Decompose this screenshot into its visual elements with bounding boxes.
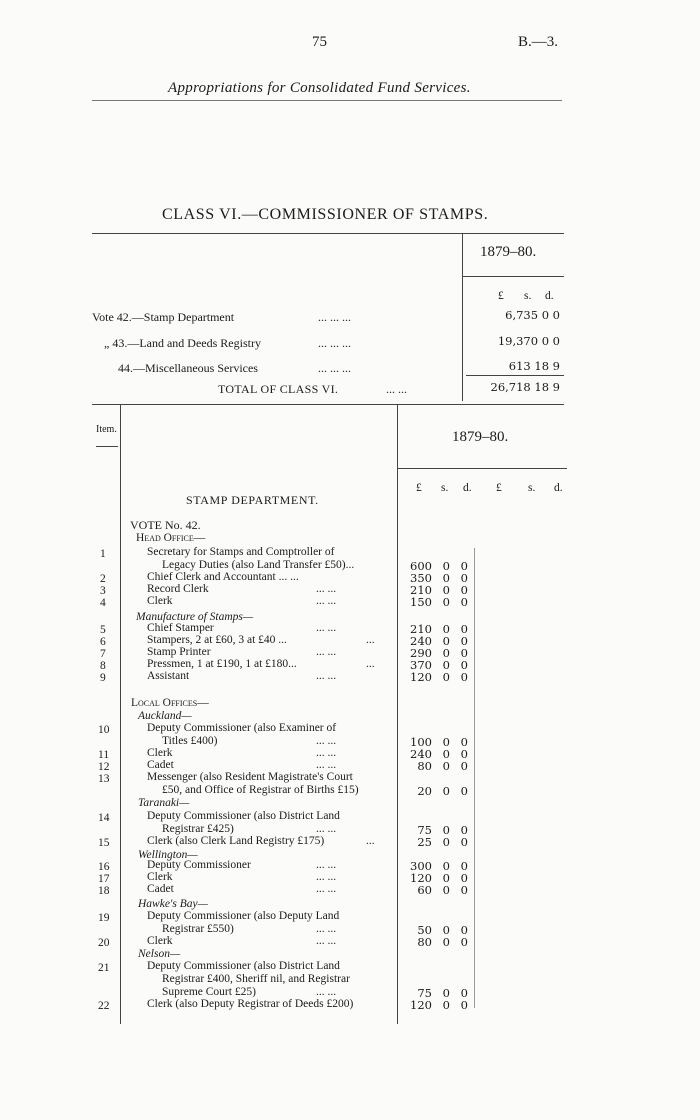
item-leaders: ... ... [316, 823, 337, 835]
item-number: 3 [100, 585, 106, 597]
item-leaders: ... [366, 658, 375, 670]
item-leaders: ... ... [316, 622, 337, 634]
item-number: 22 [98, 1000, 110, 1012]
item-description-continued: Titles £400) [162, 735, 218, 747]
item-description-continued: Supreme Court £25) [162, 986, 256, 998]
item-amount-pence: 0 [460, 998, 468, 1012]
item-amount-pounds: 100 [410, 735, 432, 749]
item-amount-pounds: 240 [410, 747, 432, 761]
item-number: 21 [98, 962, 110, 974]
item-amount-pence: 0 [460, 784, 468, 798]
local-offices-heading: Local Offices— [131, 697, 209, 709]
item-number: 14 [98, 812, 110, 824]
item-number: 2 [100, 573, 106, 585]
item-description: Clerk [147, 935, 173, 947]
amount-column-rule [474, 548, 475, 1008]
item-leaders: ... ... [316, 595, 337, 607]
item-header-rule [96, 446, 118, 447]
vote-43-label: „ 43.—Land and Deeds Registry [104, 336, 261, 350]
item-description: Secretary for Stamps and Comptroller of [147, 546, 335, 558]
total-amount: 26,718 18 9 [490, 380, 560, 394]
vote-44-amount: 613 18 9 [508, 359, 560, 373]
item-description: Cadet [147, 759, 174, 771]
item-amount-pence: 0 [460, 747, 468, 761]
item-number: 10 [98, 724, 110, 736]
item-amount-shillings: 0 [442, 646, 450, 660]
item-amount-shillings: 0 [442, 670, 450, 684]
item-leaders: ... ... [316, 747, 337, 759]
item-amount-shillings: 0 [442, 759, 450, 773]
item-amount-pence: 0 [460, 735, 468, 749]
item-amount-pence: 0 [460, 935, 468, 949]
item-leaders: ... ... [316, 735, 337, 747]
item-number: 18 [98, 885, 110, 897]
vote-43-leaders: ... ... ... [318, 336, 351, 350]
item-description: Clerk (also Deputy Registrar of Deeds £200) [147, 998, 354, 1010]
item-leaders: ... ... [316, 883, 337, 895]
item-amount-pence: 0 [460, 670, 468, 684]
item-amount-shillings: 0 [442, 583, 450, 597]
vote-42-amount: 6,735 0 0 [505, 308, 560, 322]
item-amount-shillings: 0 [442, 859, 450, 873]
item-amount-shillings: 0 [442, 658, 450, 672]
item-leaders: ... ... [316, 670, 337, 682]
taranaki-heading: Taranaki— [138, 797, 190, 809]
vote-heading: VOTE No. 42. [130, 518, 201, 532]
col2-pound-header: £ [496, 482, 502, 494]
item-description-continued: Registrar £550) [162, 923, 234, 935]
col1-pound-header: £ [416, 482, 422, 494]
item-description: Deputy Commissioner (also Examiner of [147, 722, 337, 734]
document-reference: B.—3. [518, 34, 559, 50]
item-number: 9 [100, 672, 106, 684]
summary-pence-header: d. [545, 290, 554, 302]
item-amount-pence: 0 [460, 835, 468, 849]
item-column-header: Item. [96, 424, 117, 435]
total-leaders: ... ... [386, 382, 407, 396]
summary-pound-header: £ [498, 290, 504, 302]
item-number: 11 [98, 749, 110, 761]
item-amount-shillings: 0 [442, 784, 450, 798]
manufacture-heading: Manufacture of Stamps— [136, 611, 254, 623]
item-amount-pence: 0 [460, 658, 468, 672]
item-number: 17 [98, 873, 110, 885]
department-heading: STAMP DEPARTMENT. [186, 493, 319, 507]
item-description: Deputy Commissioner (also District Land [147, 960, 340, 972]
item-amount-shillings: 0 [442, 571, 450, 585]
item-amount-pence: 0 [460, 622, 468, 636]
item-amount-shillings: 0 [442, 559, 450, 573]
item-description: Clerk [147, 747, 173, 759]
item-amount-pounds: 290 [410, 646, 432, 660]
summary-bottom-rule [92, 404, 564, 405]
head-office-heading: Head Office— [136, 532, 206, 544]
item-amount-pence: 0 [460, 634, 468, 648]
item-amount-pounds: 210 [410, 583, 432, 597]
class-title: CLASS VI.—COMMISSIONER OF STAMPS. [162, 206, 489, 223]
vote-42-label: Vote 42.—Stamp Department [92, 310, 235, 324]
item-amount-pounds: 120 [410, 871, 432, 885]
item-amount-pounds: 120 [410, 998, 432, 1012]
item-number: 1 [100, 548, 106, 560]
item-number: 15 [98, 837, 110, 849]
item-leaders: ... ... [316, 935, 337, 947]
item-amount-pounds: 600 [410, 559, 432, 573]
item-number: 12 [98, 761, 110, 773]
item-amount-pounds: 20 [417, 784, 432, 798]
item-amount-shillings: 0 [442, 883, 450, 897]
summary-column-rule [462, 233, 463, 401]
item-leaders: ... ... [316, 986, 337, 998]
item-amount-pounds: 75 [417, 986, 432, 1000]
item-amount-pence: 0 [460, 871, 468, 885]
item-description: Pressmen, 1 at £190, 1 at £180... [147, 658, 297, 670]
total-label: TOTAL OF CLASS VI. [218, 382, 339, 396]
hawkes-bay-heading: Hawke's Bay— [138, 898, 208, 910]
nelson-heading: Nelson— [138, 948, 181, 960]
page-number: 75 [312, 34, 327, 50]
item-leaders: ... ... [316, 759, 337, 771]
col2-pence-header: d. [554, 482, 563, 494]
item-amount-shillings: 0 [442, 998, 450, 1012]
item-description-continued: £50, and Office of Registrar of Births £15) [162, 784, 359, 796]
item-column-rule [120, 404, 121, 1024]
item-amount-pence: 0 [460, 559, 468, 573]
item-number: 13 [98, 773, 110, 785]
item-leaders: ... [366, 634, 375, 646]
item-amount-pounds: 80 [417, 935, 432, 949]
total-rule [466, 375, 564, 376]
item-leaders: ... ... [316, 583, 337, 595]
item-number: 19 [98, 912, 110, 924]
col1-pence-header: d. [463, 482, 472, 494]
item-description: Clerk [147, 595, 173, 607]
item-number: 4 [100, 597, 106, 609]
item-amount-shillings: 0 [442, 986, 450, 1000]
auckland-heading: Auckland— [138, 710, 192, 722]
item-amount-pence: 0 [460, 986, 468, 1000]
description-column-rule [397, 404, 398, 1024]
item-description: Chief Stamper [147, 622, 214, 634]
item-description: Chief Clerk and Accountant ... ... [147, 571, 299, 583]
item-amount-shillings: 0 [442, 735, 450, 749]
item-amount-pence: 0 [460, 859, 468, 873]
wellington-heading: Wellington— [138, 849, 198, 861]
item-description-continued: Registrar £425) [162, 823, 234, 835]
item-leaders: ... ... [316, 646, 337, 658]
col2-shilling-header: s. [528, 482, 536, 494]
item-number: 6 [100, 636, 106, 648]
summary-top-rule [92, 233, 564, 234]
item-amount-pounds: 50 [417, 923, 432, 937]
item-amount-shillings: 0 [442, 747, 450, 761]
item-description: Deputy Commissioner [147, 859, 251, 871]
item-amount-pounds: 120 [410, 670, 432, 684]
item-description: Assistant [147, 670, 190, 682]
col1-shilling-header: s. [441, 482, 449, 494]
item-amount-pence: 0 [460, 823, 468, 837]
vote-43-amount: 19,370 0 0 [497, 334, 560, 348]
item-description: Clerk [147, 871, 173, 883]
item-amount-pounds: 75 [417, 823, 432, 837]
item-leaders: ... ... [316, 859, 337, 871]
detail-year: 1879–80. [452, 429, 509, 445]
item-description-continued: Legacy Duties (also Land Transfer £50)... [162, 559, 355, 571]
item-amount-pence: 0 [460, 571, 468, 585]
detail-year-rule [397, 468, 567, 469]
item-amount-pence: 0 [460, 646, 468, 660]
item-number: 8 [100, 660, 106, 672]
item-amount-pounds: 210 [410, 622, 432, 636]
item-number: 5 [100, 624, 106, 636]
item-description: Stampers, 2 at £60, 3 at £40 ... [147, 634, 287, 646]
header-rule [92, 100, 562, 101]
item-amount-pence: 0 [460, 583, 468, 597]
item-amount-pence: 0 [460, 595, 468, 609]
item-amount-pounds: 60 [417, 883, 432, 897]
item-description: Cadet [147, 883, 174, 895]
item-leaders: ... [366, 835, 375, 847]
item-amount-shillings: 0 [442, 871, 450, 885]
item-description: Deputy Commissioner (also Deputy Land [147, 910, 340, 922]
vote-44-label: 44.—Miscellaneous Services [118, 361, 258, 375]
item-number: 16 [98, 861, 110, 873]
vote-44-leaders: ... ... ... [318, 361, 351, 375]
item-amount-pounds: 25 [417, 835, 432, 849]
item-amount-shillings: 0 [442, 622, 450, 636]
item-amount-shillings: 0 [442, 935, 450, 949]
item-description: Record Clerk [147, 583, 209, 595]
item-amount-shillings: 0 [442, 923, 450, 937]
item-description: Clerk (also Clerk Land Registry £175) [147, 835, 325, 847]
item-amount-pounds: 80 [417, 759, 432, 773]
item-amount-pounds: 370 [410, 658, 432, 672]
item-amount-shillings: 0 [442, 595, 450, 609]
item-description: Stamp Printer [147, 646, 211, 658]
item-amount-shillings: 0 [442, 634, 450, 648]
item-number: 20 [98, 937, 110, 949]
item-description-continued: Registrar £400, Sheriff nil, and Registrar [162, 973, 350, 985]
item-description: Messenger (also Resident Magistrate's Court [147, 771, 353, 783]
item-number: 7 [100, 648, 106, 660]
item-amount-shillings: 0 [442, 835, 450, 849]
item-amount-shillings: 0 [442, 823, 450, 837]
item-leaders: ... ... [316, 871, 337, 883]
item-amount-pounds: 150 [410, 595, 432, 609]
item-description: Deputy Commissioner (also District Land [147, 810, 340, 822]
item-amount-pence: 0 [460, 883, 468, 897]
item-amount-pounds: 350 [410, 571, 432, 585]
summary-year-rule [462, 276, 564, 277]
running-title: Appropriations for Consolidated Fund Services. [168, 80, 471, 96]
item-leaders: ... ... [316, 923, 337, 935]
vote-42-leaders: ... ... ... [318, 310, 351, 324]
summary-year: 1879–80. [480, 244, 537, 260]
item-amount-pence: 0 [460, 759, 468, 773]
summary-shilling-header: s. [524, 290, 532, 302]
item-amount-pence: 0 [460, 923, 468, 937]
item-amount-pounds: 240 [410, 634, 432, 648]
item-amount-pounds: 300 [410, 859, 432, 873]
